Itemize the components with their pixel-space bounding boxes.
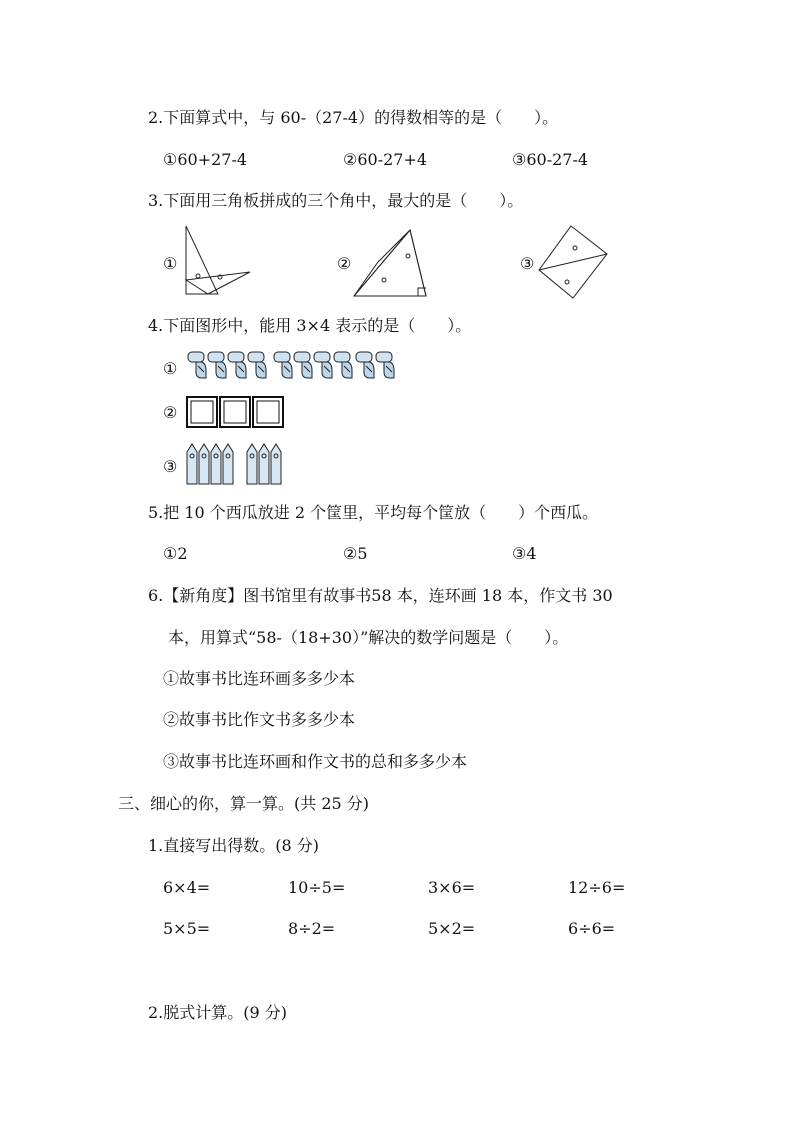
q6-stem-line-2: 本，用算式“58-（18+30）”解决的数学问题是（ ）。 <box>168 628 569 647</box>
q2-stem: 2.下面算式中，与 60-（27-4）的得数相等的是（ ）。 <box>148 108 559 127</box>
q2-option-2[interactable]: ②60-27+4 <box>343 150 428 169</box>
q3-label-1[interactable]: ① <box>163 254 178 273</box>
q4-label-2[interactable]: ② <box>163 403 178 422</box>
section-3-q2-stem: 2.脱式计算。(9 分) <box>148 1003 288 1022</box>
calc-item-6: 8÷2= <box>288 919 336 938</box>
q6-option-3[interactable]: ③故事书比连环画和作文书的总和多多少本 <box>163 752 468 771</box>
triangle-angle-figure-2 <box>350 222 440 302</box>
triangle-angle-figure-3 <box>535 222 615 302</box>
calc-item-3: 3×6= <box>428 878 476 897</box>
q3-label-3[interactable]: ③ <box>520 254 535 273</box>
q4-figure-3-pickets <box>186 442 301 486</box>
q4-figure-2-squares <box>186 396 286 430</box>
calc-item-4: 12÷6= <box>568 878 626 897</box>
calc-item-1: 6×4= <box>163 878 211 897</box>
q4-stem: 4.下面图形中，能用 3×4 表示的是（ ）。 <box>148 316 472 335</box>
q3-stem: 3.下面用三角板拼成的三个角中，最大的是（ ）。 <box>148 191 524 210</box>
q4-label-3[interactable]: ③ <box>163 457 178 476</box>
q6-option-2[interactable]: ②故事书比作文书多多少本 <box>163 710 356 729</box>
section-3-title: 三、细心的你，算一算。(共 25 分) <box>118 794 370 813</box>
section-3-q1-stem: 1.直接写出得数。(8 分) <box>148 836 320 855</box>
q5-stem: 5.把 10 个西瓜放进 2 个筐里，平均每个筐放（ ）个西瓜。 <box>148 503 599 522</box>
calc-item-8: 6÷6= <box>568 919 616 938</box>
q3-label-2[interactable]: ② <box>337 254 352 273</box>
q6-stem-line-1: 6.【新角度】图书馆里有故事书58 本，连环画 18 本，作文书 30 <box>148 586 613 605</box>
q4-figure-1-pacifiers <box>186 350 401 382</box>
q6-option-1[interactable]: ①故事书比连环画多多少本 <box>163 669 356 688</box>
q5-option-2[interactable]: ②5 <box>343 544 368 563</box>
q5-option-1[interactable]: ①2 <box>163 544 188 563</box>
calc-item-5: 5×5= <box>163 919 211 938</box>
q2-option-3[interactable]: ③60-27-4 <box>512 150 589 169</box>
q2-option-1[interactable]: ①60+27-4 <box>163 150 248 169</box>
triangle-angle-figure-1 <box>180 222 260 297</box>
q5-option-3[interactable]: ③4 <box>512 544 537 563</box>
q4-label-1[interactable]: ① <box>163 359 178 378</box>
calc-item-2: 10÷5= <box>288 878 346 897</box>
calc-item-7: 5×2= <box>428 919 476 938</box>
